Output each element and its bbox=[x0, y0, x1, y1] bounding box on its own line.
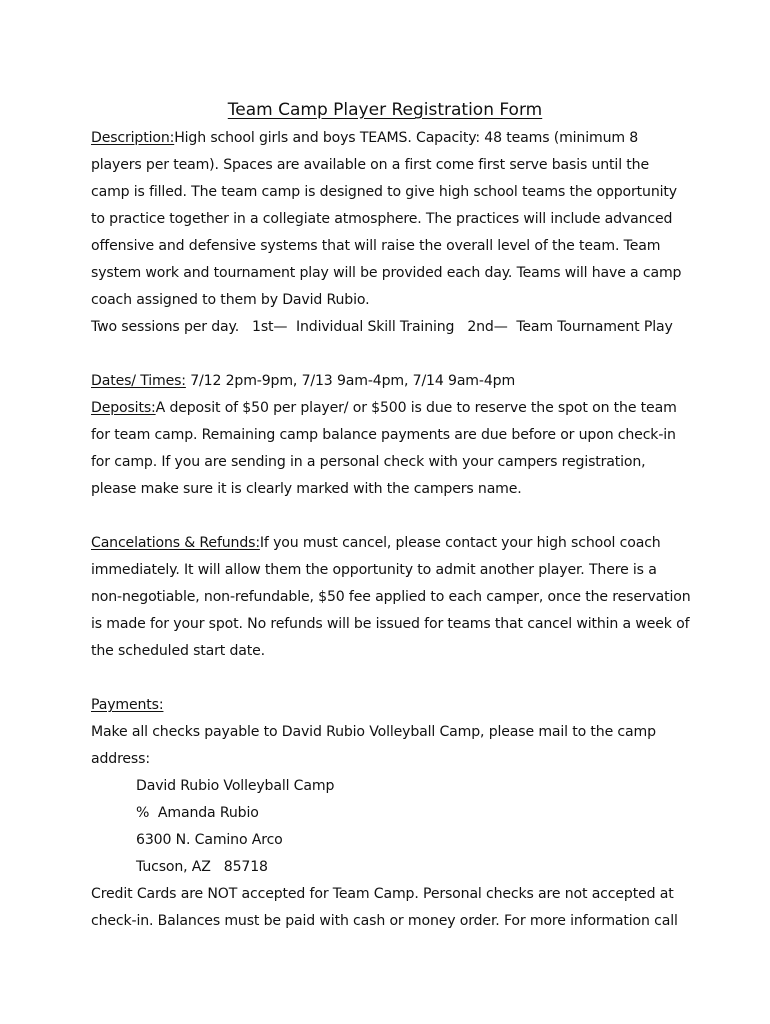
address-line-3: 6300 N. Camino Arco bbox=[136, 832, 283, 848]
sessions-line: Two sessions per day. 1st— Individual Skill Training 2nd— Team Tournament Play bbox=[91, 319, 673, 335]
cancelations-paragraph bbox=[91, 530, 691, 665]
payments-intro-after: , please mail to the camp address: bbox=[91, 724, 656, 767]
description-paragraph bbox=[91, 125, 691, 314]
spacer bbox=[91, 341, 691, 368]
spacer bbox=[91, 665, 691, 692]
address-line-1: David Rubio Volleyball Camp bbox=[136, 778, 335, 794]
document-body bbox=[91, 125, 691, 935]
dates-label: Dates/ Times: bbox=[91, 373, 186, 389]
payments-intro-before: Make all checks payable to bbox=[91, 724, 282, 740]
description-label: Description: bbox=[91, 130, 175, 146]
address-line-2: % Amanda Rubio bbox=[136, 805, 259, 821]
page-title: Team Camp Player Registration Form bbox=[227, 100, 543, 120]
address-line-4: Tucson, AZ 85718 bbox=[136, 859, 268, 875]
payments-intro bbox=[91, 719, 691, 773]
deposits-label: Deposits: bbox=[91, 400, 156, 416]
dates-text: 7/12 2pm-9pm, 7/13 9am-4pm, 7/14 9am-4pm bbox=[185, 373, 516, 389]
dates-paragraph bbox=[91, 368, 691, 395]
spacer bbox=[91, 503, 691, 530]
payments-heading bbox=[91, 692, 691, 719]
payee-name: David Rubio Volleyball Camp bbox=[281, 724, 481, 740]
cancelations-text: If you must cancel, please contact your high school coach immediately. It will allow them the opportunity to admit another player. There is a non-negotiable, non-refundable, $50 fee applied to each camper, once the reservation is made for your spot. No refunds will be issued for teams that cancel within a week of the scheduled start date. bbox=[91, 535, 691, 659]
deposits-paragraph bbox=[91, 395, 691, 503]
cancelations-label: Cancelations & Refunds: bbox=[91, 535, 260, 551]
payments-label: Payments: bbox=[91, 697, 164, 713]
description-text: High school girls and boys TEAMS. Capacity: 48 teams (minimum 8 players per team). Spaces are available on a first come first serve basis until the camp is filled. The team camp is designed to give high school teams the opportunity to practice together in a collegiate atmosphere. The practices will include advanced offensive and defensive systems that will raise the overall level of the team. Team system work and tournament play will be provided each day. Teams will have a camp coach assigned to them by David Rubio. bbox=[91, 130, 682, 308]
deposits-text: A deposit of $50 per player/ or $500 is due to reserve the spot on the team for team camp. Remaining camp balance payments are due before or upon check-in for camp. If you are sending in a personal check with your campers registration, please make sure it is clearly marked with the campers name. bbox=[91, 400, 677, 497]
payments-notes: Credit Cards are NOT accepted for Team Camp. Personal checks are not accepted at check-in. Balances must be paid with cash or money order. For more information call bbox=[91, 886, 678, 929]
